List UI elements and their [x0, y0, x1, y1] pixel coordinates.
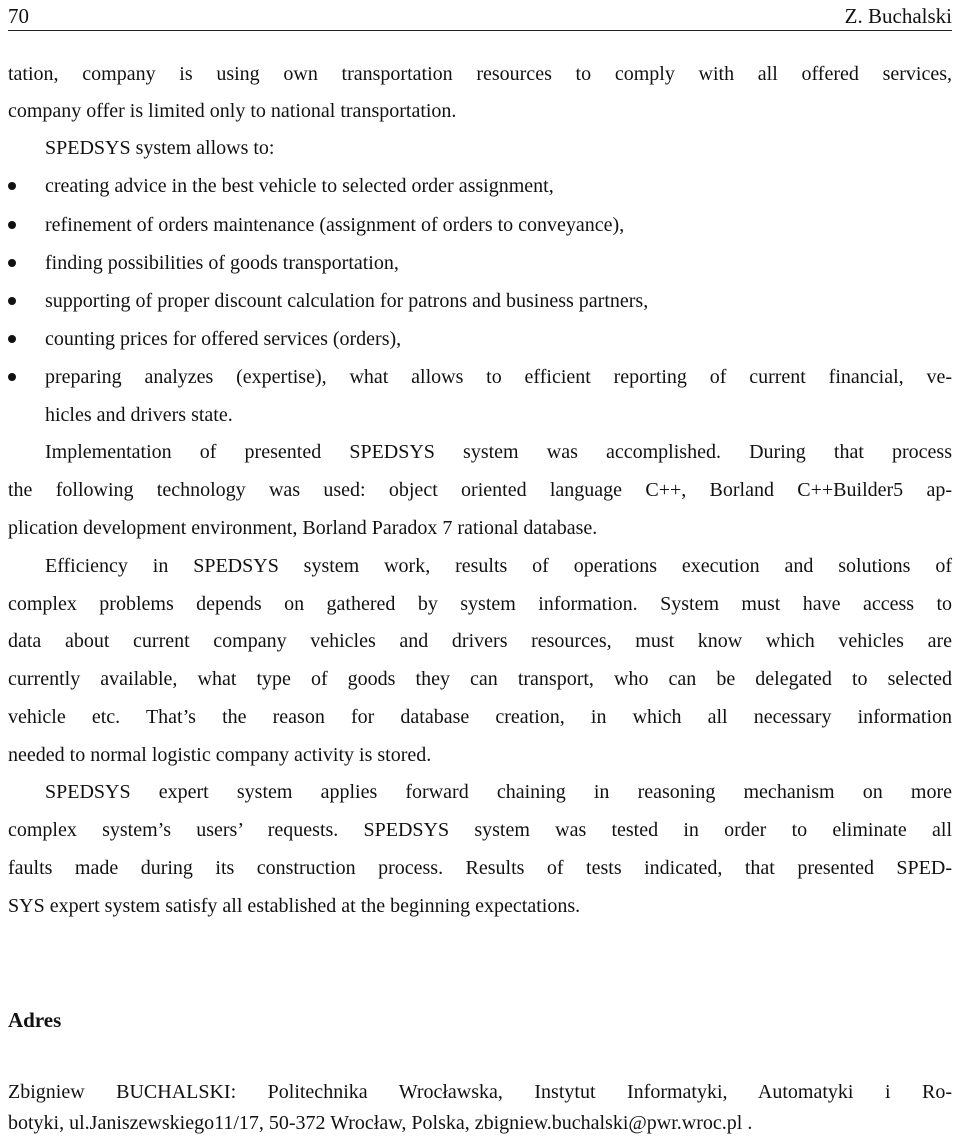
address-line: botyki, ul.Janiszewskiego11/17, 50-372 Wrocław, Polska, zbigniew.buchalski@pwr.wroc.pl . [8, 1112, 753, 1134]
paragraph-line: Implementation of presented SPEDSYS system was accomplished. During that process [45, 441, 952, 463]
paragraph-line: vehicle etc. That’s the reason for database creation, in which all necessary information [8, 706, 952, 728]
paragraph-line: data about current company vehicles and drivers resources, must know which vehicles are [8, 630, 952, 652]
list-item: preparing analyzes (expertise), what allows to efficient reporting of current financial, ve- [45, 366, 952, 388]
bullet-icon [8, 259, 16, 267]
list-item: finding possibilities of goods transportation, [45, 252, 399, 274]
address-line: Zbigniew BUCHALSKI: Politechnika Wrocławska, Instytut Informatyki, Automatyki i Ro- [8, 1081, 952, 1103]
paragraph-line: SPEDSYS expert system applies forward chaining in reasoning mechanism on more [45, 781, 952, 803]
bullet-icon [8, 221, 16, 229]
list-item: supporting of proper discount calculation for patrons and business partners, [45, 290, 649, 312]
bullet-icon [8, 335, 16, 343]
paragraph-line: currently available, what type of goods they can transport, who can be delegated to selected [8, 668, 952, 690]
paragraph-line: faults made during its construction process. Results of tests indicated, that presented SPED- [8, 857, 952, 879]
running-author: Z. Buchalski [844, 4, 952, 28]
paragraph-line: SYS expert system satisfy all established at the beginning expectations. [8, 895, 581, 917]
paragraph-line: company offer is limited only to national transportation. [8, 100, 457, 122]
paragraph-line: tation, company is using own transportation resources to comply with all offered services, [8, 63, 952, 85]
list-item-continuation: hicles and drivers state. [45, 404, 233, 426]
paragraph-line: complex problems depends on gathered by system information. System must have access to [8, 593, 952, 615]
running-header [8, 0, 952, 31]
list-item: creating advice in the best vehicle to selected order assignment, [45, 175, 554, 197]
bullet-icon [8, 182, 16, 190]
paragraph-line: the following technology was used: object oriented language C++, Borland C++Builder5 ap- [8, 479, 952, 501]
page-number: 70 [8, 4, 29, 28]
paragraph-line: complex system’s users’ requests. SPEDSYS system was tested in order to eliminate all [8, 819, 952, 841]
paragraph-line: needed to normal logistic company activity is stored. [8, 744, 432, 766]
bullet-icon [8, 373, 16, 381]
list-item: counting prices for offered services (orders), [45, 328, 402, 350]
paragraph-line: Efficiency in SPEDSYS system work, results of operations execution and solutions of [45, 555, 952, 577]
paragraph-line: plication development environment, Borland Paradox 7 rational database. [8, 517, 598, 539]
bullet-icon [8, 297, 16, 305]
address-heading: Adres [8, 1008, 62, 1032]
list-item: refinement of orders maintenance (assignment of orders to conveyance), [45, 214, 625, 236]
paragraph-line: SPEDSYS system allows to: [45, 137, 275, 159]
